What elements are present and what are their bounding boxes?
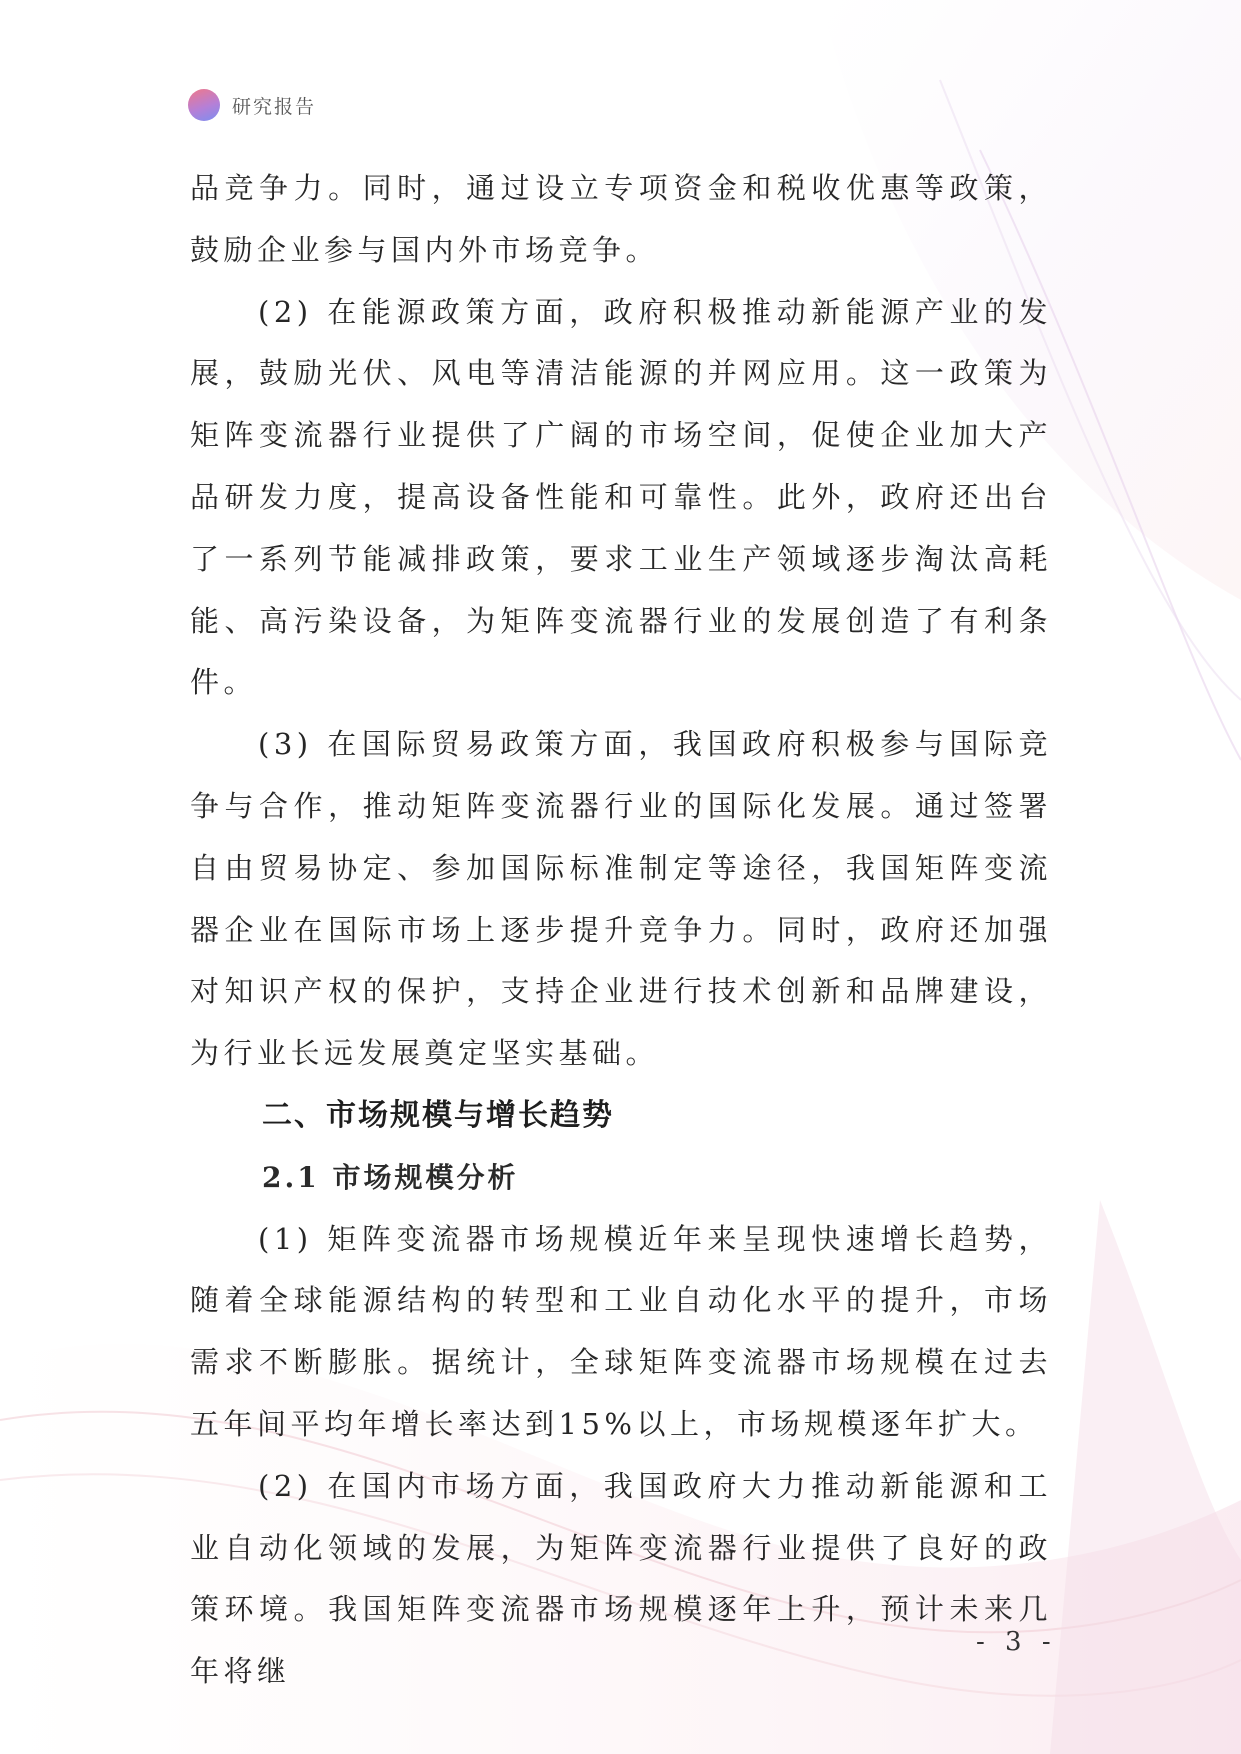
body-paragraph: (2) 在国内市场方面，我国政府大力推动新能源和工业自动化领域的发展，为矩阵变流器行业提供了良好的政策环境。我国矩阵变流器市场规模逐年上升，预计未来几年将继 xyxy=(190,1468,1052,1689)
report-header xyxy=(188,88,316,122)
report-logo-icon xyxy=(188,89,220,121)
section-heading: 二、市场规模与增长趋势 xyxy=(262,1097,614,1133)
report-header-label: 研究报告 xyxy=(232,95,317,118)
document-body xyxy=(190,158,1052,1703)
subsection-heading: 2.1 市场规模分析 xyxy=(262,1160,519,1194)
body-paragraph: 品竞争力。同时，通过设立专项资金和税收优惠等政策，鼓励企业参与国内外市场竞争。 xyxy=(190,171,1052,267)
page-number: - 3 - xyxy=(976,1627,1057,1657)
body-paragraph: (2) 在能源政策方面，政府积极推动新能源产业的发展，鼓励光伏、风电等清洁能源的并网应用。这一政策为矩阵变流器行业提供了广阔的市场空间，促使企业加大产品研发力度，提高设备性能和可靠性。此外，政府还出台了一系列节能减排政策，要求工业生产领域逐步淘汰高耗能、高污染设备，为矩阵变流器行业的发展创造了有利条件。 xyxy=(190,294,1052,700)
body-paragraph: (1) 矩阵变流器市场规模近年来呈现快速增长趋势，随着全球能源结构的转型和工业自动化水平的提升，市场需求不断膨胀。据统计，全球矩阵变流器市场规模在过去五年间平均年增长率达到15%以上，市场规模逐年扩大。 xyxy=(190,1221,1052,1441)
body-paragraph: (3) 在国际贸易政策方面，我国政府积极参与国际竞争与合作，推动矩阵变流器行业的国际化发展。通过签署自由贸易协定、参加国际标准制定等途径，我国矩阵变流器企业在国际市场上逐步提升竞争力。同时，政府还加强对知识产权的保护，支持企业进行技术创新和品牌建设，为行业长远发展奠定坚实基础。 xyxy=(190,727,1052,1071)
